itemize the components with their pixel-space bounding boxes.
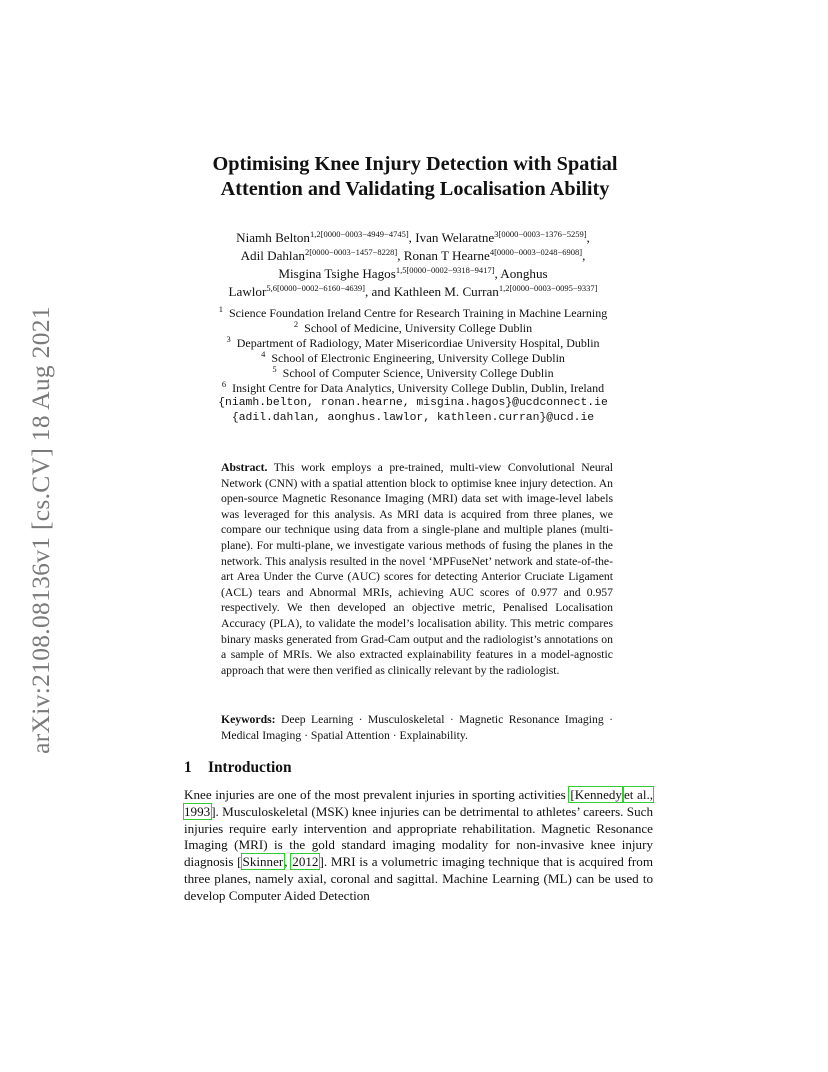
- abstract: [221, 460, 613, 678]
- affiliation: [168, 336, 658, 351]
- intro-text: ]. Musculoskeletal (MSK) knee injuries can be detrimental to athletes’ careers. Such injuries require early intervention and appropriate rehabilitation. Magnetic Resonance Imaging (MRI) is the gold standard imaging modality for non-invasive knee injury diagnosis [: [184, 803, 653, 870]
- author-line-1: Niamh Belton$^{1,2[0000-0003-4949-4745]}$, Ivan Welaratne$^{3[0000-0003-1376-5259]}$,: [236, 229, 590, 245]
- author-name: , and Kathleen M. Curran: [365, 284, 499, 299]
- introduction-body: [184, 787, 653, 905]
- author-orcid: 4[0000−0003−0248−6908]: [489, 247, 583, 257]
- author-orcid: 5,6[0000−0002−6160−4639]: [266, 283, 365, 293]
- abstract-text: This work employs a pre-trained, multi-view Convolutional Neural Network (CNN) with a spatial attention block to optimise knee injury detection. An open-source Magnetic Resonance Imaging (MRI) data set with image-level labels was leveraged for this analysis. As MRI data is acquired from three planes, we compare our technique using data from a single-plane and multiple planes (multi-plane). For multi-plane, we investigate various methods of fusing the planes in the network. This analysis resulted in the novel ‘MPFuseNet’ network and state-of-the-art Area Under the Curve (AUC) scores for detecting Anterior Cruciate Ligament (ACL) tears and Abnormal MRIs, achieving AUC scores of 0.977 and 0.957 respectively. We then developed an objective metric, Penalised Localisation Accuracy (PLA), to validate the model’s localisation ability. This metric compares binary masks generated from Grad-Cam output and the radiologist’s annotations on a sample of MRIs. We also extracted explainability features in a model-agnostic approach that were then verified as clinically relevant by the radiologist.: [221, 461, 613, 677]
- affiliation: [168, 381, 658, 396]
- author-list: [168, 229, 658, 301]
- title-line-1: Optimising Knee Injury Detection with Spatial: [212, 153, 618, 175]
- affiliation-text: School of Computer Science, University College Dublin: [282, 366, 554, 380]
- author-orcid: 3[0000−0003−1376−5259]: [494, 229, 587, 239]
- author-orcid: 1,2[0000−0003−0095−9337]: [498, 283, 598, 293]
- affiliation-mark: 5: [272, 364, 277, 374]
- author-name: , Ivan Welaratne: [408, 230, 495, 245]
- author-name: , Ronan T Hearne: [397, 248, 490, 263]
- affiliation-mark: 2: [293, 319, 299, 329]
- affiliation-text: Insight Centre for Data Analytics, University College Dublin, Dublin, Ireland: [232, 381, 605, 395]
- author-line-3: [168, 265, 658, 283]
- affiliation-mark: 4: [261, 349, 266, 359]
- author-line-2: Adil Dahlan$^{2[0000-0003-1457-8228]}$, Ronan T Hearne$^{4[0000-0003-0248-6908]}$,: [240, 247, 586, 263]
- affiliation-mark: 6: [221, 379, 227, 389]
- affiliation-text: Department of Radiology, Mater Misericordiae University Hospital, Dublin: [236, 336, 600, 350]
- affiliation-text: Science Foundation Ireland Centre for Research Training in Machine Learning: [229, 306, 608, 320]
- author-line-4: [168, 283, 658, 301]
- citation-link[interactable]: Skinner: [242, 854, 284, 870]
- citation-link[interactable]: [Kennedy: [570, 787, 622, 802]
- affiliation-list: [168, 306, 658, 426]
- intro-text: ,: [284, 854, 292, 870]
- intro-text: Knee injuries are one of the most prevalent injuries in sporting activities: [184, 787, 570, 802]
- author-name: Misgina Tsighe Hagos: [278, 266, 396, 281]
- affiliation: [168, 321, 658, 336]
- author-name: Niamh Belton: [236, 230, 310, 245]
- intro-text: ]. MRI is a volumetric imaging technique that is acquired from three planes, namely axial, coronal and sagittal. Machine Learning (ML) can be used to develop Computer Aided Detection: [184, 854, 653, 903]
- affiliation: [168, 351, 658, 366]
- email-line: {adil.dahlan, aonghus.lawlor, kathleen.curran}@ucd.ie: [231, 412, 595, 424]
- affiliation: [168, 306, 658, 321]
- abstract-label: Abstract.: [221, 461, 268, 474]
- affiliation-text: School of Medicine, University College Dublin: [304, 321, 533, 335]
- author-name: Adil Dahlan: [240, 248, 305, 263]
- section-title: Introduction: [208, 759, 292, 776]
- affiliation-mark: 3: [226, 334, 231, 344]
- citation-link[interactable]: et al., 1993: [184, 787, 653, 819]
- author-orcid: 2[0000−0003−1457−8228]: [304, 247, 398, 257]
- title-line-2: Attention and Validating Localisation Ability: [220, 178, 610, 200]
- author-orcid: 1,5[0000−0002−9318−9417]: [395, 265, 495, 275]
- arxiv-identifier-stamp: arXiv:2108.08136v1 [cs.CV] 18 Aug 2021: [26, 306, 55, 754]
- affiliation-text: School of Electronic Engineering, University College Dublin: [271, 351, 565, 365]
- affiliation: [168, 366, 658, 381]
- author-orcid: 1,2[0000−0003−4949−4745]: [309, 229, 409, 239]
- keywords-text: Deep Learning · Musculoskeletal · Magnetic Resonance Imaging · Medical Imaging · Spatial Attention · Explainability.: [221, 713, 613, 742]
- author-name: , Aonghus: [494, 266, 548, 281]
- section-number: 1: [184, 759, 192, 776]
- affiliation-mark: 1: [218, 304, 223, 314]
- keywords-label: Keywords:: [221, 713, 276, 726]
- citation-link[interactable]: 2012: [292, 854, 319, 870]
- paper-title: [150, 152, 680, 202]
- keywords: [221, 712, 613, 743]
- email-line: {niamh.belton, ronan.hearne, misgina.hagos}@ucdconnect.ie: [218, 397, 608, 409]
- author-name: Lawlor: [228, 284, 267, 299]
- section-heading: [184, 759, 292, 777]
